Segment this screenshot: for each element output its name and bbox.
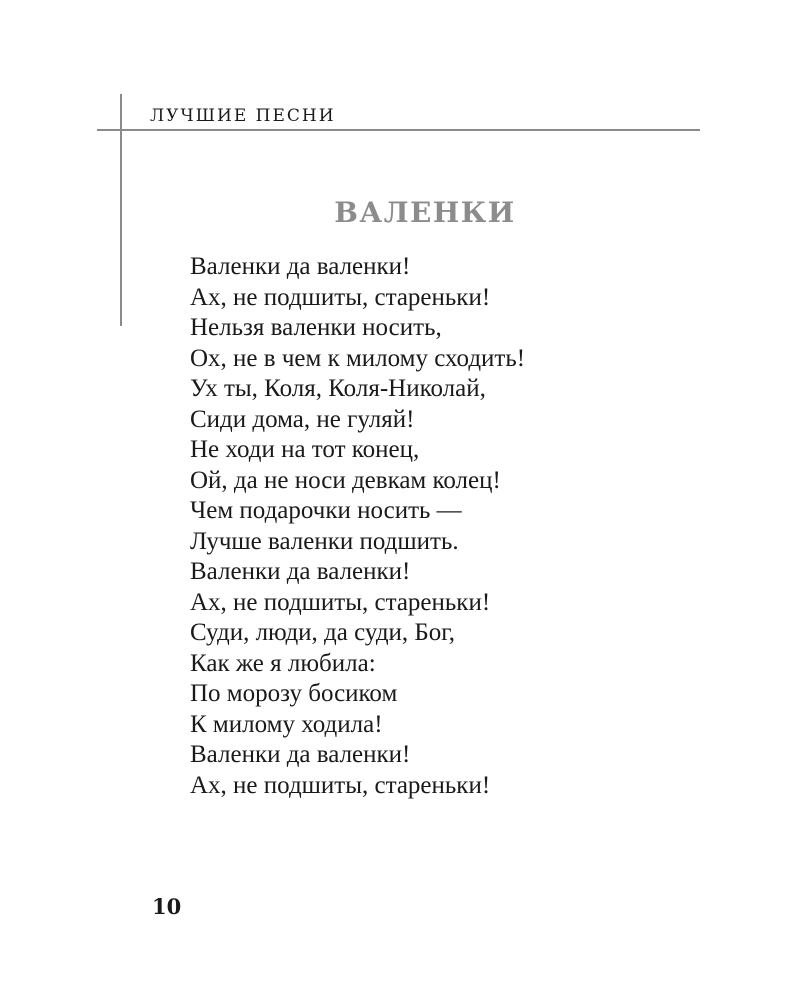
verse-line: Ах, не подшиты, стареньки! <box>190 283 491 311</box>
verse-line: Лучше валенки подшить. <box>190 527 459 555</box>
song-verse <box>190 252 525 801</box>
verse-line: Валенки да валенки! <box>190 253 411 280</box>
verse-line: К милому ходила! <box>190 710 383 738</box>
song-title: ВАЛЕНКИ <box>334 196 516 229</box>
verse-line: Ох, не в чем к милому сходить! <box>190 344 526 372</box>
verse-line: Ах, не подшиты, стареньки! <box>190 588 491 616</box>
verse-line: Суди, люди, да суди, Бог, <box>190 619 455 646</box>
verse-line: По морозу босиком <box>190 680 398 707</box>
page-number: 10 <box>152 894 182 919</box>
verse-line: Чем подарочки носить — <box>190 497 462 524</box>
verse-line: Нельзя валенки носить, <box>190 314 442 341</box>
verse-line: Валенки да валенки! <box>190 558 411 585</box>
verse-line: Не ходи на тот конец, <box>190 436 420 463</box>
header-horizontal-rule <box>97 129 700 131</box>
verse-line: Как же я любила: <box>190 649 376 677</box>
verse-line: Ух ты, Коля, Коля-Николай, <box>190 375 486 402</box>
verse-line: Ах, не подшиты, стареньки! <box>190 771 491 799</box>
verse-line: Сиди дома, не гуляй! <box>190 405 415 433</box>
verse-line: Валенки да валенки! <box>190 741 411 768</box>
verse-line: Ой, да не носи девкам колец! <box>190 466 501 494</box>
running-head: ЛУЧШИЕ ПЕСНИ <box>150 106 336 126</box>
